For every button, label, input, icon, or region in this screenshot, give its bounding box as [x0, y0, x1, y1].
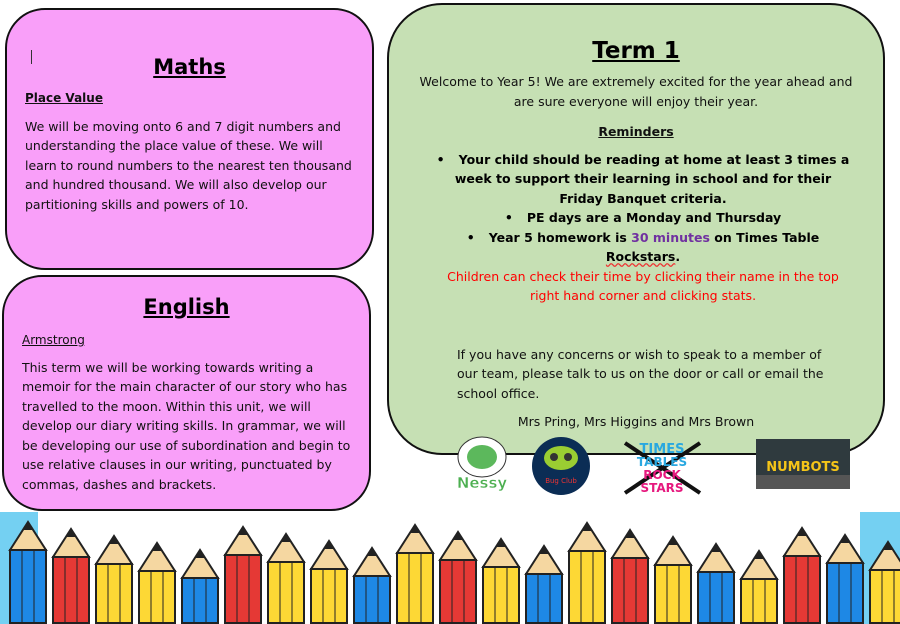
pencil [96, 536, 132, 623]
maths-title: Maths [153, 55, 226, 79]
maths-body: We will be moving onto 6 and 7 digit numbers and understanding the place value of these. We will learn to round numbers to the nearest ten thousand and hundred thousand. We will also develop our partitioning skills and powers of 10. [25, 118, 352, 212]
numbots-logo[interactable] [756, 439, 850, 489]
reminders-heading: Reminders [598, 124, 674, 139]
homework-note: Children can check their time by clicking their name in the top right hand corner and clicking stats. [447, 268, 839, 303]
pencil [182, 550, 218, 623]
pencil [827, 535, 863, 623]
pencil [397, 525, 433, 623]
pencil [784, 528, 820, 623]
english-body: This term we will be working towards writing a memoir for the main character of our story who has travelled to the moon. Within this unit, we will develop our diary writing skills. In grammar, we will be developing our use of subordination and begin to use relative clauses in our writing, punctuated by commas, dashes and brackets. [22, 359, 351, 492]
pencil [311, 541, 347, 623]
nessy-logo[interactable] [457, 437, 508, 492]
reminder-pe: • PE days are a Monday and Thursday [433, 208, 853, 228]
svg-text:STARS: STARS [640, 481, 684, 495]
signoff-text: Mrs Pring, Mrs Higgins and Mrs Brown [517, 414, 755, 429]
pencil [483, 539, 519, 623]
pencil [698, 544, 734, 623]
pencil [440, 532, 476, 623]
svg-text:NUMBOTS: NUMBOTS [766, 460, 840, 475]
svg-text:Nessy: Nessy [456, 474, 508, 492]
pencil [225, 527, 261, 623]
text-cursor [31, 50, 32, 64]
reminder-reading: • Your child should be reading at home at least 3 times a week to support their learning in school and for their Friday Banquet criteria. [433, 150, 853, 209]
pencil [870, 542, 900, 623]
pencil [139, 543, 175, 623]
welcome-text: Welcome to Year 5! We are extremely excited for the year ahead and are sure everyone will enjoy their year. [419, 74, 853, 109]
pencil [10, 522, 46, 623]
pencil [655, 537, 691, 623]
pencil [612, 530, 648, 623]
pencil [53, 529, 89, 623]
reminder-homework: • Year 5 homework is 30 minutes on Times Table Rockstars. Children can check their time by clicking their name in the top right hand corner and clicking stats. [433, 228, 853, 306]
maths-subtitle: Place Value [25, 91, 103, 105]
english-panel [2, 275, 371, 511]
pencil [268, 534, 304, 623]
pencil [354, 548, 390, 623]
pencil [569, 523, 605, 623]
maths-panel [5, 8, 374, 270]
english-subtitle: Armstrong [22, 333, 85, 347]
bug-club-logo[interactable] [532, 437, 590, 495]
term-panel [387, 3, 885, 455]
logos-row [450, 433, 860, 495]
svg-text:TIMES: TIMES [639, 442, 685, 457]
english-title: English [143, 295, 230, 319]
ttrs-logo[interactable] [625, 442, 700, 495]
svg-text:TABLES: TABLES [636, 455, 688, 469]
svg-text:ROCK: ROCK [643, 468, 681, 482]
pencil [526, 546, 562, 623]
pencil [741, 551, 777, 623]
term-title: Term 1 [592, 38, 680, 64]
svg-text:Bug Club: Bug Club [545, 477, 577, 485]
pencil-border [0, 512, 900, 624]
contact-text: If you have any concerns or wish to speak to a member of our team, please talk to us on the door or call or email the school office. [457, 346, 824, 401]
